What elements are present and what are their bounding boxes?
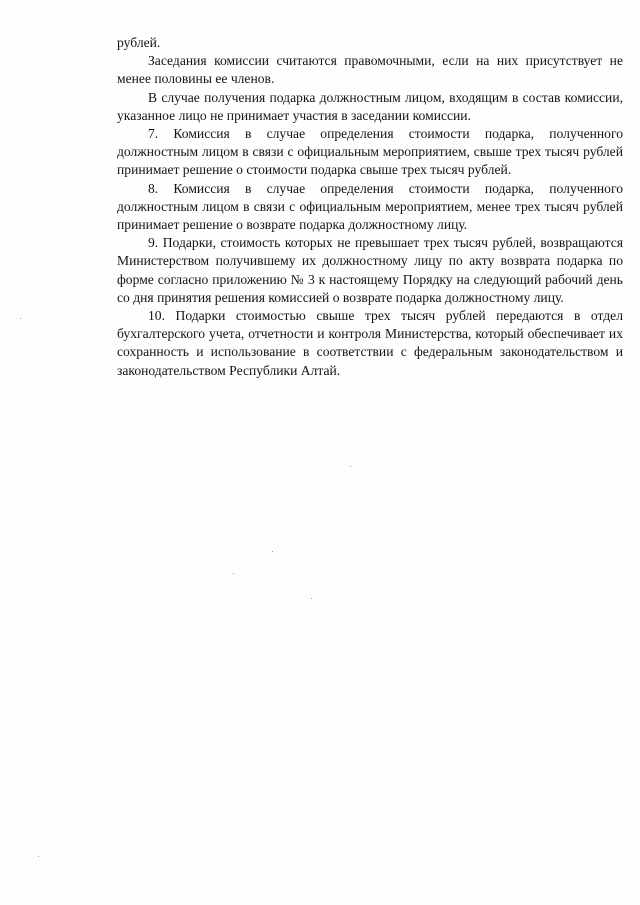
document-body	[117, 34, 623, 380]
scan-speck	[311, 598, 312, 599]
paragraph-quorum: Заседания комиссии считаются правомочными, если на них присутствует не менее половины ее членов.	[117, 53, 623, 87]
scan-speck	[20, 318, 21, 319]
paragraph-item-7: 7. Комиссия в случае определения стоимости подарка, полученного должностным лицом в связи с официальным мероприятием, свыше трех тысяч рублей принимает решение о стоимости подарка свыше трех тысяч рублей.	[117, 126, 623, 178]
paragraph-item-9: 9. Подарки, стоимость которых не превышает трех тысяч рублей, возвращаются Министерством получившему их должностному лицу по акту возврата подарка по форме согласно приложению № 3 к настоящему Порядку на следующий рабочий день со дня принятия решения комиссией о возврате подарка должностному лицу.	[117, 235, 623, 305]
paragraph-item-10: 10. Подарки стоимостью свыше трех тысяч рублей передаются в отдел бухгалтерского учета, отчетности и контроля Министерства, который обеспечивает их сохранность и использование в соответствии с федеральным законодательством и законодательством Республики Алтай.	[117, 308, 623, 378]
paragraph-item-8: 8. Комиссия в случае определения стоимости подарка, полученного должностным лицом в связи с официальным мероприятием, менее трех тысяч рублей принимает решение о возврате подарка должностному лицу.	[117, 180, 623, 233]
scan-speck	[38, 856, 39, 857]
scan-speck	[272, 551, 273, 552]
paragraph-continuation: рублей.	[117, 35, 161, 50]
scan-speck	[350, 466, 351, 467]
scan-speck	[233, 573, 234, 574]
paragraph-member-exclusion: В случае получения подарка должностным лицом, входящим в состав комиссии, указанное лицо не принимает участия в заседании комиссии.	[117, 89, 623, 123]
